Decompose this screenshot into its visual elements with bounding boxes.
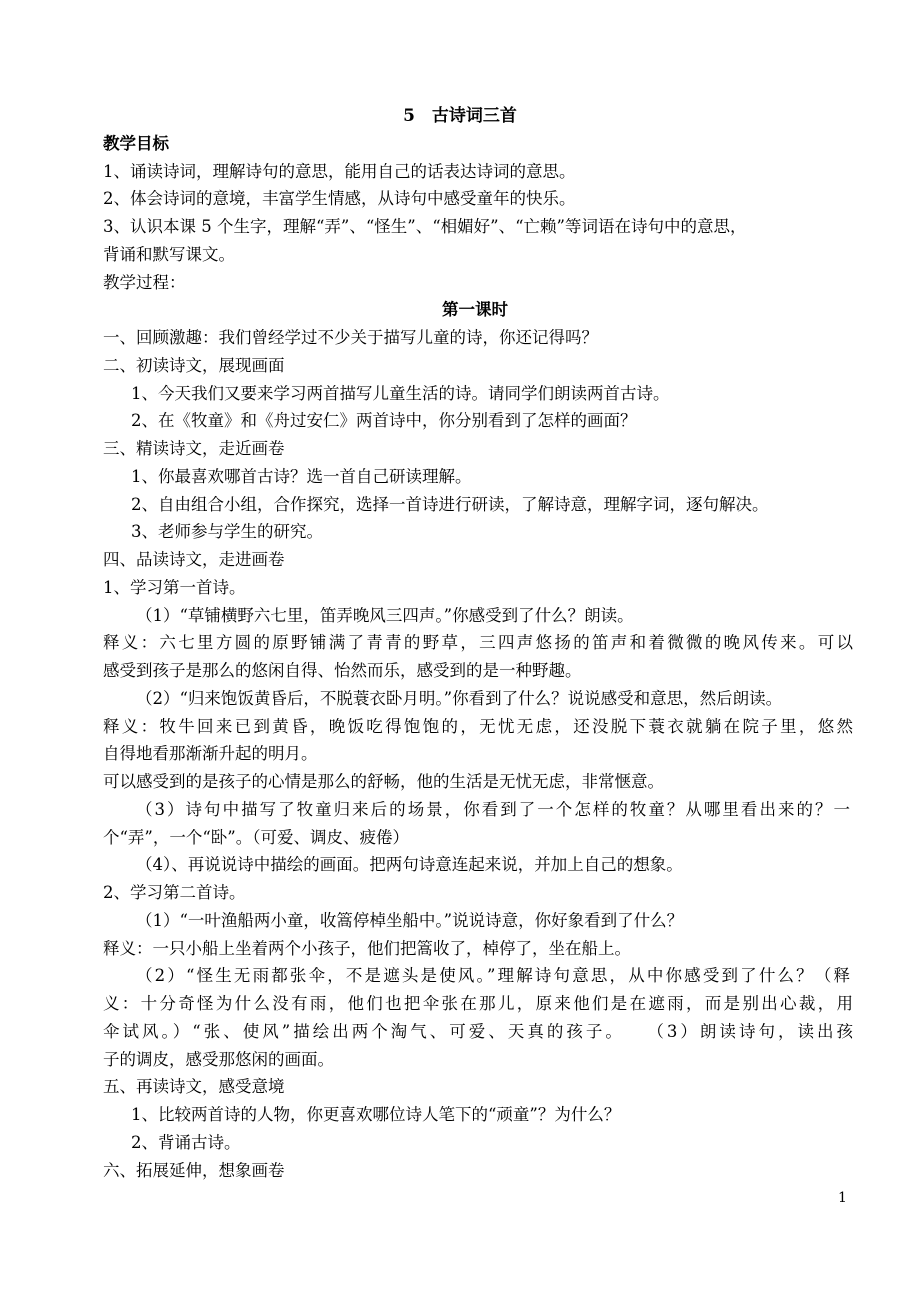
explanation-text: 释义：牧牛回来已到黄昏，晚饭吃得饱饱的，无忧无虑，还没脱下蓑衣就躺在院子里，悠然 <box>103 717 853 736</box>
step-heading: 六、拓展延伸，想象画卷 <box>103 1161 285 1180</box>
explanation-text: 义：十分奇怪为什么没有雨，他们也把伞张在那儿，原来他们是在遮雨，而是别出心裁，用 <box>103 994 853 1013</box>
feeling-text: 可以感受到的是孩子的心情是那么的舒畅，他的生活是无忧无虑，非常惬意。 <box>103 772 664 791</box>
goal-item: 1、诵读诗词，理解诗句的意思，能用自己的话表达诗词的意思。 <box>103 162 576 181</box>
step-item: 2、自由组合小组，合作探究，选择一首诗进行研读，了解诗意，理解字词，逐句解决。 <box>131 495 769 514</box>
question-item: （3）诗句中描写了牧童归来后的场景，你看到了一个怎样的牧童？从哪里看出来的？一 <box>136 800 850 819</box>
explanation-text: 释义：六七里方圆的原野铺满了青青的野草，三四声悠扬的笛声和着微微的晚风传来。可以 <box>103 633 853 652</box>
poem-heading: 2、学习第二首诗。 <box>103 883 246 902</box>
goal-item: 2、体会诗词的意境，丰富学生情感，从诗句中感受童年的快乐。 <box>103 189 576 208</box>
question-item: （2）“归来饱饭黄昏后，不脱蓑衣卧月明。”你看到了什么？说说感受和意思，然后朗读。 <box>136 689 783 708</box>
question-item: （1）“草铺横野六七里，笛弄晚风三四声。”你感受到了什么？朗读。 <box>136 606 634 625</box>
step-item: 2、背诵古诗。 <box>131 1133 241 1152</box>
page-title: 5 古诗词三首 <box>403 106 517 126</box>
explanation-text: 自得地看那渐渐升起的明月。 <box>103 744 318 763</box>
step-heading: 四、品读诗文，走进画卷 <box>103 550 285 569</box>
step-item: 1、今天我们又要来学习两首描写儿童生活的诗。请同学们朗读两首古诗。 <box>131 384 670 403</box>
goal-item-continued: 背诵和默写课文。 <box>103 245 235 264</box>
step-item: 2、在《牧童》和《舟过安仁》两首诗中，你分别看到了怎样的画面？ <box>131 411 637 430</box>
question-item: （1）“一叶渔船两小童，收篙停棹坐船中。”说说诗意，你好象看到了什么？ <box>136 911 684 930</box>
section-heading-goals: 教学目标 <box>103 134 169 153</box>
lesson-heading: 第一课时 <box>442 300 508 319</box>
goal-item: 3、认识本课 5 个生字，理解“弄”、“怪生”、“相媚好”、“亡赖”等词语在诗句中的意思， <box>103 217 747 236</box>
step-item: 1、比较两首诗的人物，你更喜欢哪位诗人笔下的“顽童”？为什么？ <box>131 1105 621 1124</box>
section-heading-process: 教学过程： <box>103 273 186 292</box>
explanation-text: 释义：一只小船上坐着两个小孩子，他们把篙收了，棹停了，坐在船上。 <box>103 939 631 958</box>
question-item-continued: 个“弄”，一个“卧”。（可爱、调皮、疲倦） <box>103 828 409 847</box>
step-item: 1、你最喜欢哪首古诗？选一首自己研读理解。 <box>131 467 472 486</box>
explanation-text: 伞试风。）“张、使风”描绘出两个淘气、可爱、天真的孩子。 （3）朗读诗句，读出孩 <box>103 1022 853 1041</box>
question-item: （2）“怪生无雨都张伞，不是遮头是使风。”理解诗句意思，从中你感受到了什么？（释 <box>136 966 850 985</box>
step-heading: 一、回顾激趣：我们曾经学过不少关于描写儿童的诗，你还记得吗？ <box>103 328 598 347</box>
step-heading: 二、初读诗文，展现画面 <box>103 356 285 375</box>
page-number: 1 <box>838 1190 847 1206</box>
question-item: （4）、再说说诗中描绘的画面。把两句诗意连起来说，并加上自己的想象。 <box>136 855 683 874</box>
step-heading: 五、再读诗文，感受意境 <box>103 1077 285 1096</box>
poem-heading: 1、学习第一首诗。 <box>103 578 246 597</box>
explanation-text: 子的调皮，感受那悠闲的画面。 <box>103 1050 334 1069</box>
explanation-text: 感受到孩子是那么的悠闲自得、怡然而乐，感受到的是一种野趣。 <box>103 661 582 680</box>
step-heading: 三、精读诗文，走近画卷 <box>103 439 285 458</box>
step-item: 3、老师参与学生的研究。 <box>131 522 323 541</box>
